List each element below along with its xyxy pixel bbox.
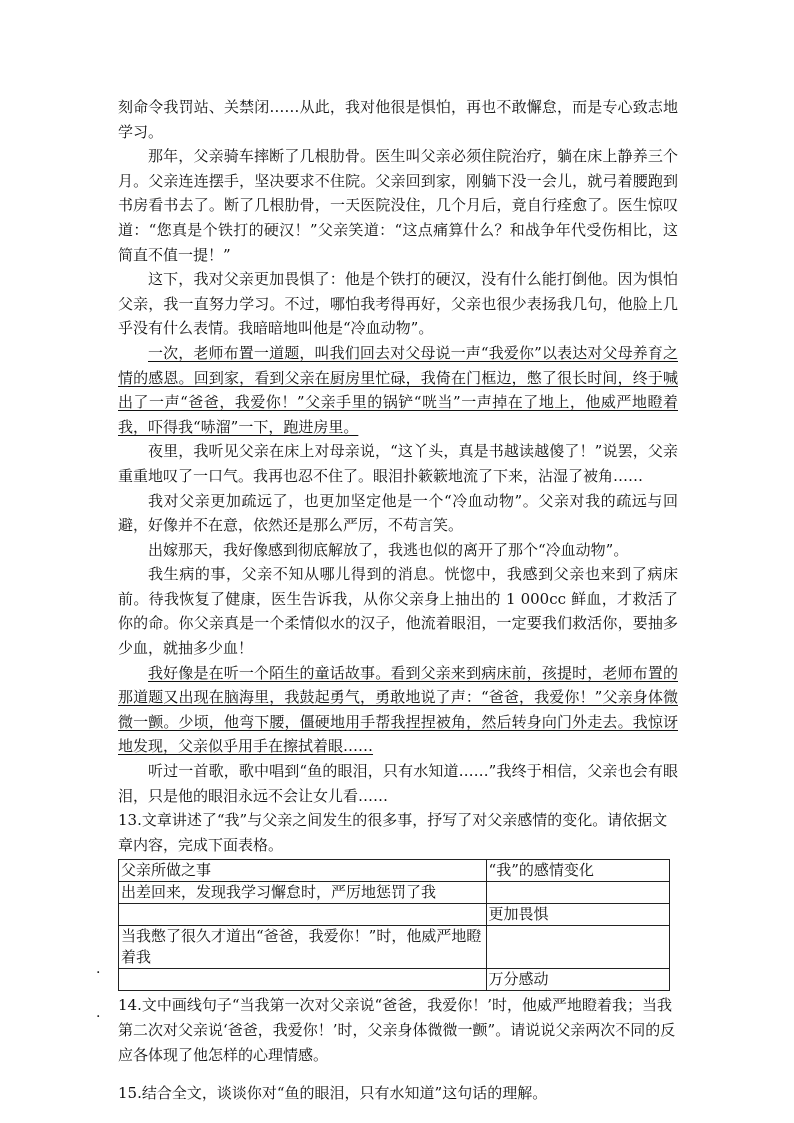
paragraph-9 <box>118 661 678 759</box>
paragraph-7: 出嫁那天，我好像感到彻底解放了，我逃也似的离开了那个“冷血动物”。 <box>148 540 629 559</box>
paragraph-3: 这下，我对父亲更加畏惧了：他是个铁打的硬汉，没有什么能打倒他。因为惧怕父亲，我一直努力学习。不过，哪怕我考得再好，父亲也很少表扬我几句，他脸上几乎没有什么表情。我暗暗地叫他是“冷血动物”。 <box>118 270 678 338</box>
table-row <box>119 969 670 991</box>
table-row <box>119 882 670 904</box>
table-cell-blank[interactable] <box>119 904 487 926</box>
paragraph-8: 我生病的事，父亲不知从哪儿得到的消息。恍惚中，我感到父亲也来到了病床前。待我恢复了健康，医生告诉我，从你父亲身上抽出的 1 000cc 鲜血，才救活了你的命。你父亲真是一个柔情似水的汉子，他流着眼泪，一定要我们救活你，要抽多少血，就抽多少血！ <box>118 565 678 658</box>
table-cell-blank[interactable] <box>119 969 487 991</box>
bullet-marker: . <box>96 1005 101 1021</box>
table-cell-blank[interactable] <box>486 882 669 904</box>
question-14: 14.文中画线句子“当我第一次对父亲说“爸爸，我爱你！’时，他威严地瞪着我；当我第二次对父亲说‘爸爸，我爱你！’时，父亲身体微微一颤”。请说说父亲两次不同的反应各体现了他怎样的心理情感。 <box>118 996 676 1064</box>
paragraph-1: 刻命令我罚站、关禁闭……从此，我对他很是惧怕，再也不敢懈怠，而是专心致志地学习。 <box>118 98 678 141</box>
table-cell-blank[interactable] <box>486 926 669 969</box>
paragraph-4-underlined: 一次，老师布置一道题，叫我们回去对父母说一声“我爱你”以表达对父母养育之情的感恩。回到家，看到父亲在厨房里忙碌，我倚在门框边，憋了很长时间，终于喊出了一声“爸爸，我爱你！”父亲手里的锅铲“咣当”一声掉在了地上，他威严地瞪着我，吓得我“哧溜”一下，跑进房里。 <box>118 343 678 436</box>
table-header-cell: “我”的感情变化 <box>486 860 669 882</box>
paragraph-2: 那年，父亲骑车摔断了几根肋骨。医生叫父亲必须住院治疗，躺在床上静养三个月。父亲连连摆手，坚决要求不住院。父亲回到家，刚躺下没一会儿，就弓着腰跑到书房看书去了。断了几根肋骨，一天医院没住，几个月后，竟自行痊愈了。医生惊叹道：“您真是个铁打的硬汉！”父亲笑道：“这点痛算什么？和战争年代受伤相比，这简直不值一提！” <box>118 147 678 264</box>
table-cell: 更加畏惧 <box>486 904 669 926</box>
paragraph-6: 我对父亲更加疏远了，也更加坚定他是一个“冷血动物”。父亲对我的疏远与回避，好像并不在意，依然还是那么严厉，不苟言笑。 <box>118 491 678 535</box>
table-cell: 出差回来，发现我学习懈怠时，严厉地惩罚了我 <box>119 882 487 904</box>
paragraph-10: 听过一首歌，歌中唱到“鱼的眼泪，只有水知道……”我终于相信，父亲也会有眼泪，只是他的眼泪永远不会让女儿看…… <box>118 762 678 805</box>
table-cell: 万分感动 <box>486 969 669 991</box>
document-page <box>118 95 678 1106</box>
underlined-sentence: 我好像是在听一个陌生的童话故事。看到父亲来到病床前，孩提时，老师布置的那道题又出现在脑海里，我鼓起勇气，勇敢地说了声：“爸爸，我爱你！” <box>118 663 678 707</box>
table-row <box>119 904 670 926</box>
answer-table <box>118 859 670 991</box>
table-header-row <box>119 860 670 882</box>
underlined-sentence-end: 父亲身体微微一颤。少顷，他弯下腰，僵硬地用手帮我捏捏被角，然后转身向门外走去。我惊讶地发现，父亲似乎用手在擦拭着眼…… <box>118 688 678 756</box>
table-cell: 当我憋了很久才道出“爸爸，我爱你！”时，他威严地瞪着我 <box>119 926 487 969</box>
bullet-marker: . <box>96 961 101 977</box>
table-row <box>119 926 670 969</box>
question-13: 13.文章讲述了“我”与父亲之间发生的很多事，抒写了对父亲感情的变化。请依据文章内容，完成下面表格。 <box>118 811 668 854</box>
table-header-cell: 父亲所做之事 <box>119 860 487 882</box>
question-15: 15.结合全文，谈谈你对“鱼的眼泪，只有水知道”这句话的理解。 <box>118 1084 548 1103</box>
paragraph-5: 夜里，我听见父亲在床上对母亲说，“这丫头，真是书越读越傻了！”说罢，父亲重重地叹了一口气。我再也忍不住了。眼泪扑簌簌地流了下来，沾湿了被角…… <box>118 442 678 485</box>
